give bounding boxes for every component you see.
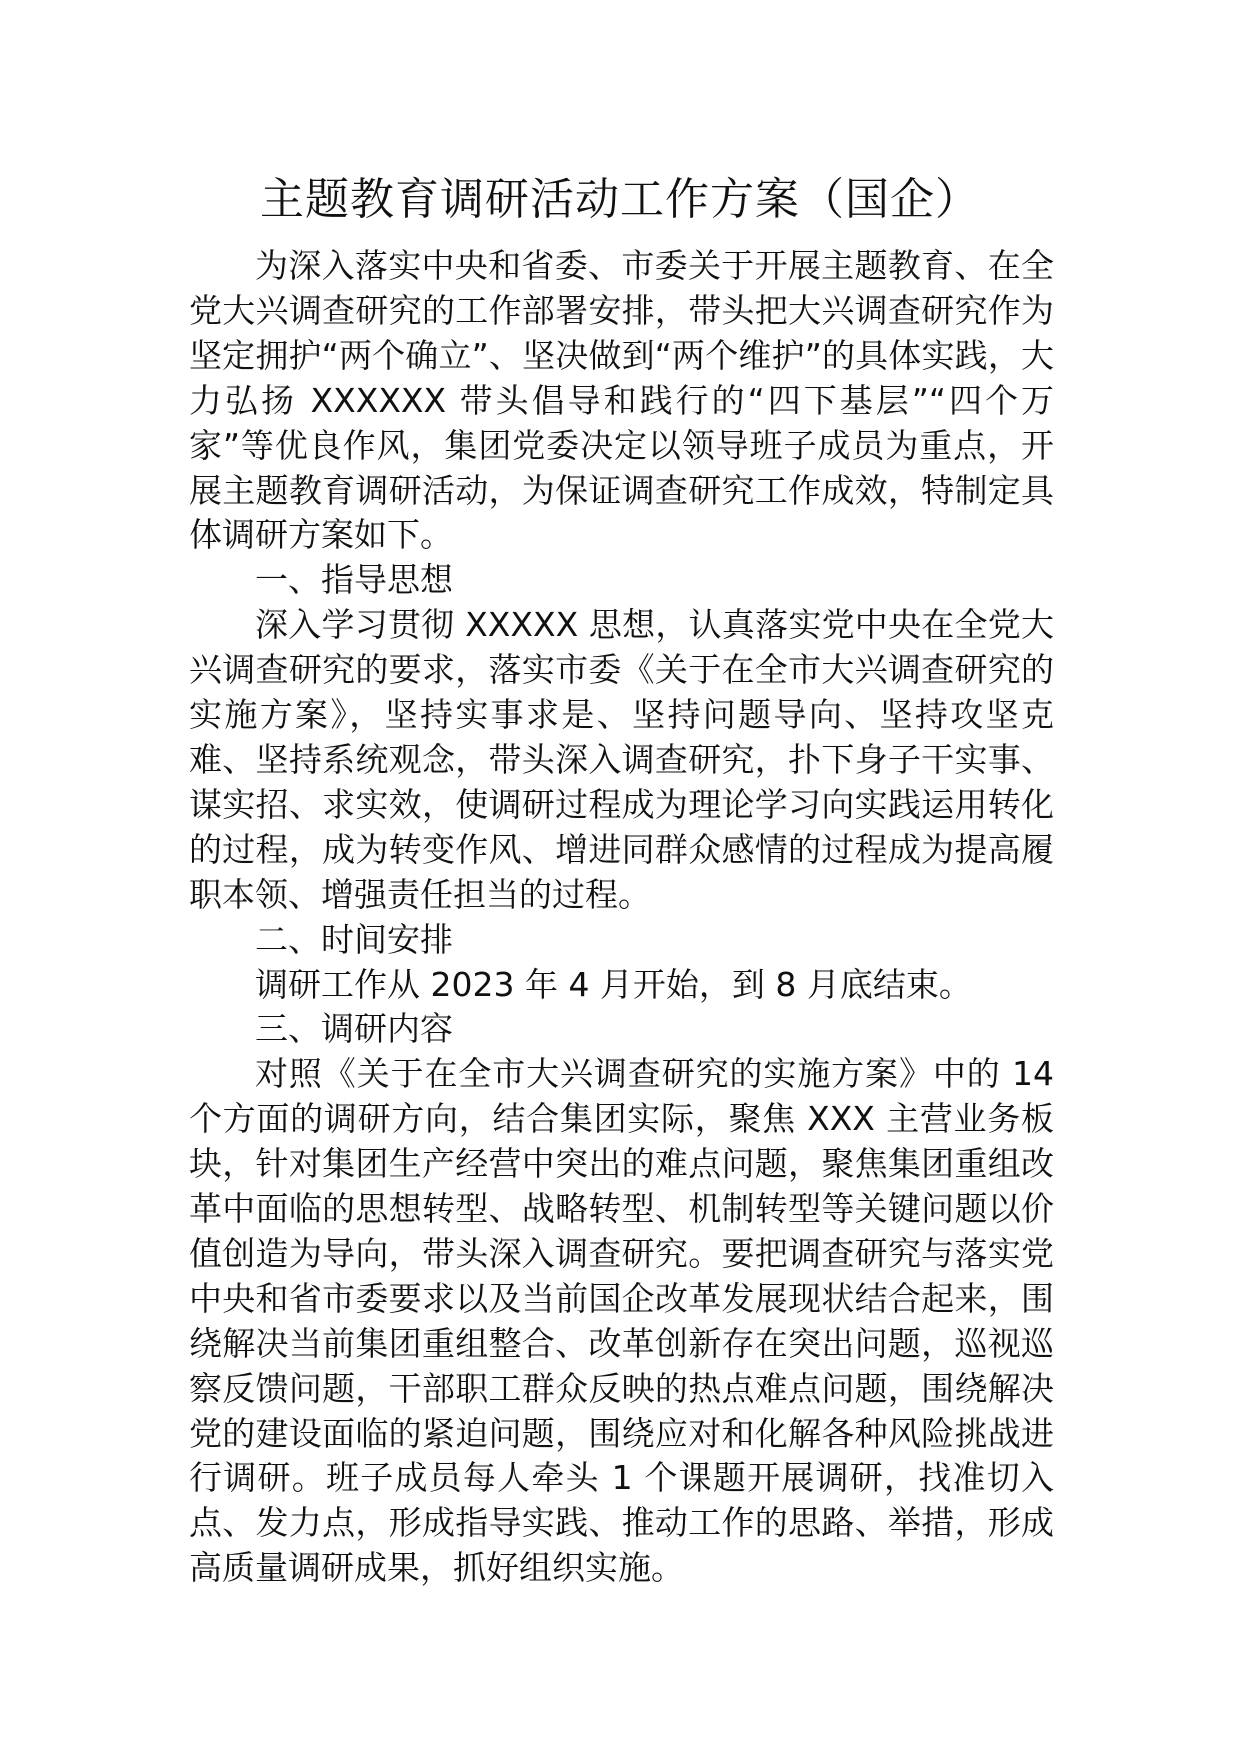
section-paragraph-guiding-thought: 深入学习贯彻 XXXXX 思想，认真落实党中央在全党大兴调查研究的要求，落实市委《关于在全市大兴调查研究的实施方案》，坚持实事求是、坚持问题导向、坚持攻坚克难、坚持系统观念，带头深入调查研究，扑下身子干实事、谋实招、求实效，使调研过程成为理论学习向实践运用转化的过程，成为转变作风、增进同群众感情的过程成为提高履职本领、增强责任担当的过程。 xyxy=(189,605,1054,914)
section-paragraph-schedule: 调研工作从 2023 年 4 月开始，到 8 月底结束。 xyxy=(255,964,972,1004)
document-title: 主题教育调研活动工作方案（国企） xyxy=(260,174,980,225)
section-paragraph-research-content: 对照《关于在全市大兴调查研究的实施方案》中的 14 个方面的调研方向，结合集团实际，聚焦 XXX 主营业务板块，针对集团生产经营中突出的难点问题，聚焦集团重组改革中面临的思想转型、战略转型、机制转型等关键问题以价值创造为导向，带头深入调查研究。要把调查研究与落实党中央和省市委要求以及当前国企改革发展现状结合起来，围绕解决当前集团重组整合、改革创新存在突出问题，巡视巡察反馈问题，干部职工群众反映的热点难点问题，围绕解决党的建设面临的紧迫问题，围绕应对和化解各种风险挑战进行调研。班子成员每人牵头 1 个课题开展调研，找准切入点、发力点，形成指导实践、推动工作的思路、举措，形成高质量调研成果，抓好组织实施。 xyxy=(189,1054,1054,1588)
section-heading-guiding-thought: 一、指导思想 xyxy=(255,560,453,600)
document-body xyxy=(189,244,1054,1591)
section-heading-schedule: 二、时间安排 xyxy=(255,919,453,959)
intro-paragraph: 为深入落实中央和省委、市委关于开展主题教育、在全党大兴调查研究的工作部署安排，带头把大兴调查研究作为坚定拥护“两个确立”、坚决做到“两个维护”的具体实践，大力弘扬 XXXXXX 带头倡导和践行的“四下基层”“四个万家”等优良作风，集团党委决定以领导班子成员为重点，开展主题教育调研活动，为保证调查研究工作成效，特制定具体调研方案如下。 xyxy=(189,246,1054,555)
section-heading-research-content: 三、调研内容 xyxy=(255,1009,453,1049)
